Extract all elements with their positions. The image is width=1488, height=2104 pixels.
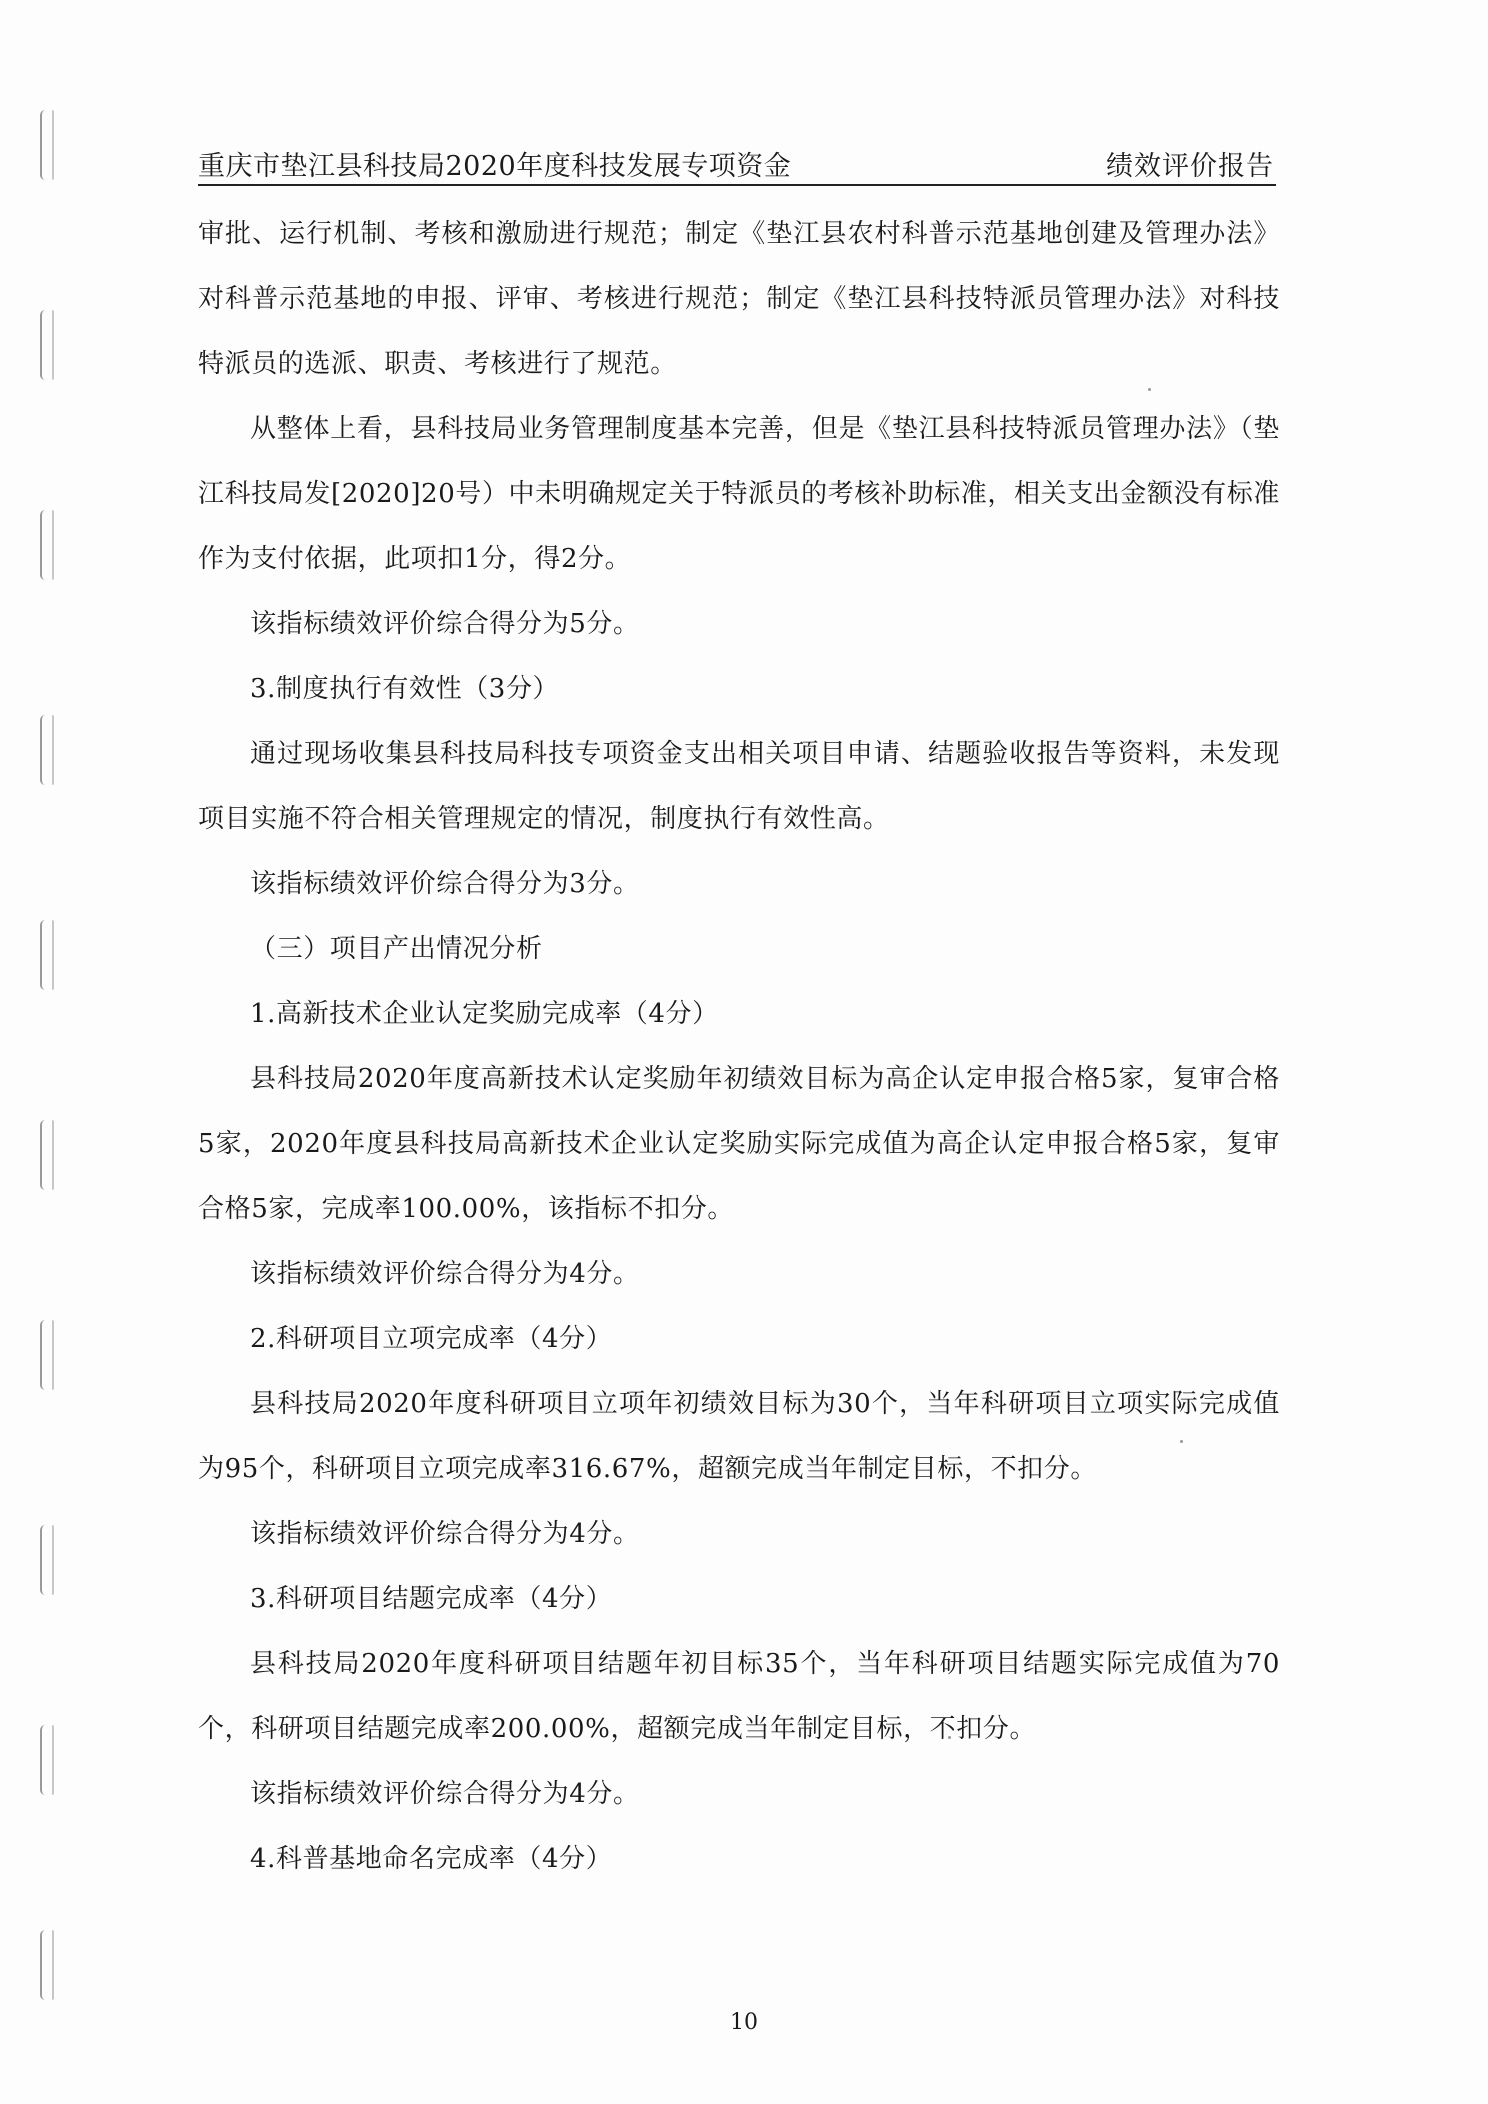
paragraph-continuation: 审批、运行机制、考核和激励进行规范；制定《垫江县农村科普示范基地创建及管理办法》对科普示范基地的申报、评审、考核进行规范；制定《垫江县科技特派员管理办法》对科技特派员的选派、职责、考核进行了规范。 (198, 219, 1280, 379)
section-heading: 4.科普基地命名完成率（4分） (250, 1844, 613, 1874)
paragraph: 县科技局2020年度科研项目结题年初目标35个，当年科研项目结题实际完成值为70个，科研项目结题完成率200.00%，超额完成当年制定目标，不扣分。 (198, 1649, 1280, 1744)
page-number: 10 (730, 2010, 758, 2035)
binding-mark (40, 1725, 54, 1795)
section-heading: 2.科研项目立项完成率（4分） (250, 1324, 613, 1354)
header-report-type: 绩效评价报告 (1106, 151, 1274, 182)
paragraph: 县科技局2020年度高新技术认定奖励年初绩效目标为高企认定申报合格5家，复审合格5家，2020年度县科技局高新技术企业认定奖励实际完成值为高企认定申报合格5家，复审合格5家，完成率100.00%，该指标不扣分。 (198, 1064, 1280, 1224)
paragraph: 通过现场收集县科技局科技专项资金支出相关项目申请、结题验收报告等资料，未发现项目实施不符合相关管理规定的情况，制度执行有效性高。 (198, 739, 1280, 834)
score-line: 该指标绩效评价综合得分为5分。 (250, 609, 640, 639)
section-heading: 3.制度执行有效性（3分） (250, 674, 560, 704)
binding-mark (40, 1120, 54, 1190)
binding-mark (40, 510, 54, 580)
binding-mark (40, 310, 54, 380)
binding-mark (40, 1525, 54, 1595)
section-heading: 3.科研项目结题完成率（4分） (250, 1584, 613, 1614)
binding-mark (40, 920, 54, 990)
binding-mark (40, 1320, 54, 1390)
score-line: 该指标绩效评价综合得分为3分。 (250, 869, 640, 899)
section-heading: （三）项目产出情况分析 (250, 934, 543, 964)
score-line: 该指标绩效评价综合得分为4分。 (250, 1779, 640, 1809)
score-line: 该指标绩效评价综合得分为4分。 (250, 1519, 640, 1549)
paragraph: 从整体上看，县科技局业务管理制度基本完善，但是《垫江县科技特派员管理办法》（垫江科技局发[2020]20号）中未明确规定关于特派员的考核补助标准，相关支出金额没有标准作为支付依据，此项扣1分，得2分。 (198, 414, 1280, 574)
body-text (198, 202, 1280, 1892)
section-heading: 1.高新技术企业认定奖励完成率（4分） (250, 999, 719, 1029)
paragraph: 县科技局2020年度科研项目立项年初绩效目标为30个，当年科研项目立项实际完成值为95个，科研项目立项完成率316.67%，超额完成当年制定目标，不扣分。 (198, 1389, 1280, 1484)
binding-mark (40, 110, 54, 180)
running-header (198, 140, 1276, 186)
header-title: 重庆市垫江县科技局2020年度科技发展专项资金 (198, 151, 792, 182)
binding-mark (40, 1930, 54, 2000)
binding-mark (40, 715, 54, 785)
score-line: 该指标绩效评价综合得分为4分。 (250, 1259, 640, 1289)
